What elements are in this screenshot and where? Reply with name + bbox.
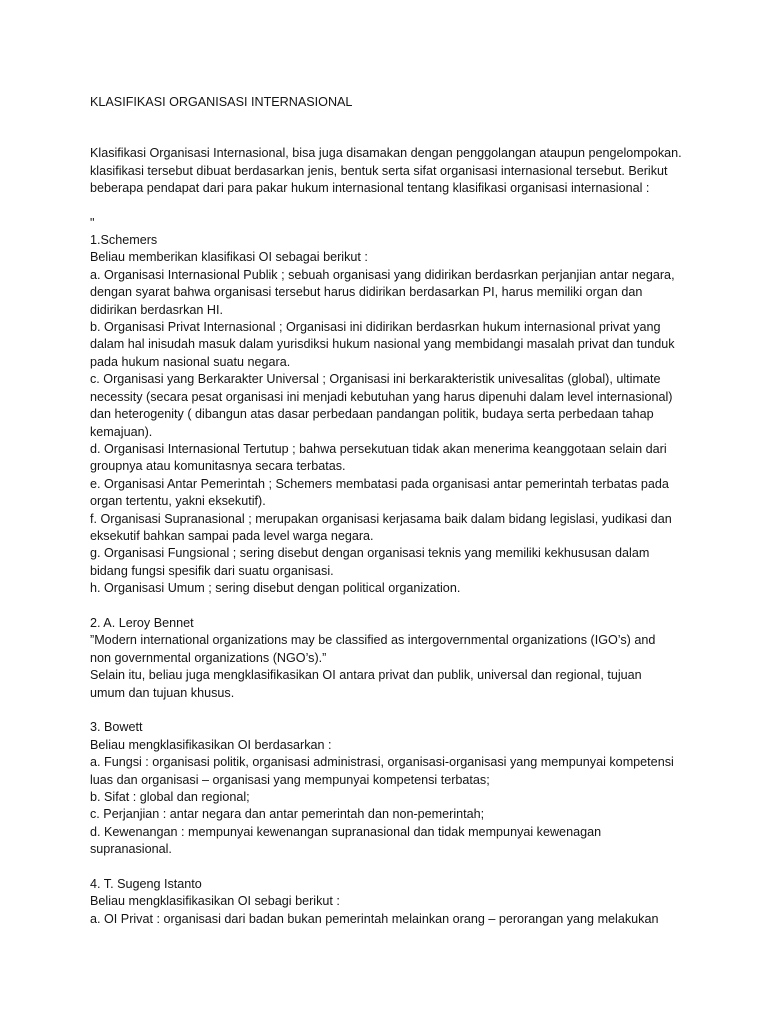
section-quote: ”Modern international organizations may be classified as intergovernmental organizations (IGO’s) and non governmental organizations (NGO’s).” [90,633,656,665]
list-item: e. Organisasi Antar Pemerintah ; Schemers membatasi pada organisasi antar pemerintah terbatas pada organ tertentu, yakni eksekutif). [90,476,669,509]
section-heading: 1.Schemers [90,233,158,248]
list-item: a. Organisasi Internasional Publik ; sebuah organisasi yang didirikan berdasrkan perjanjian antar negara, dengan syarat bahwa organisasi tersebut harus didirikan berdasarkan PI, harus memiliki organ dan didirikan berdasrkan HI. [90,267,675,317]
document-page [90,94,690,928]
list-item: d. Kewenangan : mempunyai kewenangan supranasional dan tidak mempunyai kewenagan supranasional. [90,824,602,857]
section-heading: 2. A. Leroy Bennet [90,615,194,630]
list-item: g. Organisasi Fungsional ; sering disebut dengan organisasi teknis yang memiliki kekhususan dalam bidang fungsi spesifik dari suatu organisasi. [90,546,650,578]
list-item: a. Fungsi : organisasi politik, organisasi administrasi, organisasi-organisasi yang mempunyai kompetensi luas dan organisasi – organisasi yang mempunyai kompetensi terbatas; [90,755,674,787]
section-sugeng-istanto [90,876,690,928]
section-lead: Beliau mengklasifikasikan OI sebagi berikut : [90,894,340,909]
section-schemers [90,232,690,598]
list-item: d. Organisasi Internasional Tertutup ; bahwa persekutuan tidak akan menerima keanggotaan selain dari groupnya atau komunitasnya secara terbatas. [90,441,667,474]
section-heading: 3. Bowett [90,720,143,735]
section-heading: 4. T. Sugeng Istanto [90,877,202,892]
section-lead: Beliau mengklasifikasikan OI berdasarkan : [90,737,332,752]
list-item: f. Organisasi Supranasional ; merupakan organisasi kerjasama baik dalam bidang legislasi, yudikasi dan eksekutif bahkan sampai pada level warga negara. [90,511,672,543]
quote-mark: " [90,215,95,230]
document-title: KLASIFIKASI ORGANISASI INTERNASIONAL [90,95,353,109]
list-item: b. Organisasi Privat Internasional ; Organisasi ini didirikan berdasrkan hukum internasional privat yang dalam hal inisudah masuk dalam yurisdiksi hukum nasional yang membidangi masalah privat dan tunduk pada hukum nasional suatu negara. [90,320,675,369]
list-item: a. OI Privat : organisasi dari badan bukan pemerintah melainkan orang – perorangan yang melakukan [90,911,659,926]
section-bowett [90,719,690,858]
list-item: Selain itu, beliau juga mengklasifikasikan OI antara privat dan publik, universal dan regional, tujuan umum dan tujuan khusus. [90,668,642,700]
list-item: c. Organisasi yang Berkarakter Universal ; Organisasi ini berkarakteristik univesalitas (global), ultimate necessity (secara pesat organisasi ini menjadi kebutuhan yang harus dipenuhi dalam level internasional) dan heterogenity ( dibangun atas dasar perbedaan pandangan politik, budaya serta perbedaan tahap kemajuan). [90,372,673,439]
list-item: h. Organisasi Umum ; sering disebut dengan political organization. [90,581,461,596]
section-lead: Beliau memberikan klasifikasi OI sebagai berikut : [90,250,368,265]
list-item: c. Perjanjian : antar negara dan antar pemerintah dan non-pemerintah; [90,807,485,822]
list-item: b. Sifat : global dan regional; [90,790,250,804]
section-leroy-bennet [90,615,690,702]
intro-paragraph: Klasifikasi Organisasi Internasional, bisa juga disamakan dengan penggolangan ataupun pengelompokan. klasifikasi tersebut dibuat berdasarkan jenis, bentuk serta sifat organisasi internasional tersebut. Berikut beberapa pendapat dari para pakar hukum internasional tentang klasifikasi organisasi internasional : [90,146,682,196]
